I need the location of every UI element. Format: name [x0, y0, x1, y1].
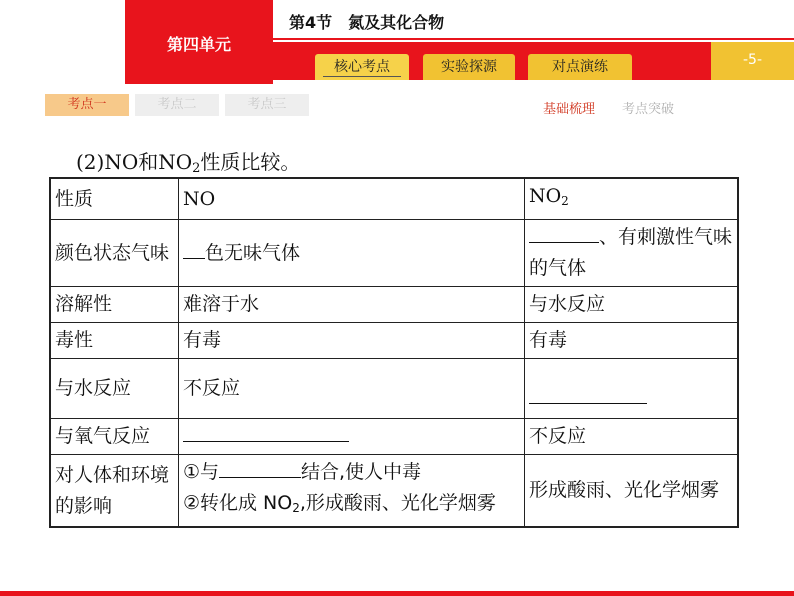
section-bar: [273, 0, 794, 40]
table-row-water: [50, 359, 738, 419]
cell-no-color: [178, 220, 524, 287]
no-color-text: 色无味气体: [204, 241, 300, 264]
fill-blank[interactable]: [183, 422, 349, 442]
header-no2: [524, 178, 738, 220]
cell-no2-oxygen: 不反应: [524, 419, 738, 455]
impact-line2-prefix: ②转化成 NO: [182, 492, 293, 514]
header-left-margin: [0, 0, 125, 84]
row-label-oxygen: 与氧气反应: [50, 419, 178, 455]
cell-no2-water: [524, 359, 738, 419]
heading-suffix: 性质比较。: [200, 150, 301, 174]
tab-label: 实验探源: [441, 59, 497, 75]
cell-no2-toxicity: 有毒: [524, 323, 738, 359]
pill-point-3[interactable]: 考点三: [225, 94, 309, 116]
page-number: -5-: [742, 52, 762, 68]
impact-line2-subscript: 2: [292, 501, 300, 515]
no2-color-text: 、有刺激性气味的气体: [528, 226, 732, 279]
tab-experiment-source[interactable]: [423, 54, 515, 80]
fill-blank[interactable]: [529, 223, 599, 243]
table-row-toxicity: [50, 323, 738, 359]
section-title: 第4节 氮及其化合物: [289, 13, 445, 32]
fill-blank[interactable]: [183, 239, 205, 259]
heading-prefix: (2)NO和NO: [76, 150, 193, 174]
table-row-oxygen: [50, 419, 738, 455]
unit-title: 第四单元: [166, 35, 231, 54]
table-row-impact: [50, 455, 738, 528]
link-basic-review[interactable]: 基础梳理: [543, 102, 596, 117]
section-heading: [76, 146, 300, 176]
cell-no-water: 不反应: [178, 359, 524, 419]
row-label-water: 与水反应: [50, 359, 178, 419]
row-label-impact: 对人体和环境的影响: [50, 455, 178, 528]
impact-line-1: [183, 457, 520, 488]
impact-line2-suffix: ,形成酸雨、光化学烟雾: [299, 492, 496, 514]
impact-line-2: [183, 488, 520, 524]
fill-blank[interactable]: [529, 384, 647, 404]
no2-main: NO: [528, 185, 562, 207]
tab-label: 核心考点: [334, 59, 390, 75]
table-row-solubility: [50, 287, 738, 323]
table-row-color: [50, 220, 738, 287]
heading-subscript: 2: [192, 161, 201, 176]
cell-no2-solubility: 与水反应: [524, 287, 738, 323]
tab-core-points[interactable]: [315, 54, 409, 80]
fill-blank[interactable]: [219, 458, 301, 478]
cell-no-toxicity: 有毒: [178, 323, 524, 359]
active-tab-underline: [323, 76, 401, 77]
cell-no2-impact: 形成酸雨、光化学烟雾: [524, 455, 738, 528]
row-label-toxicity: 毒性: [50, 323, 178, 359]
row-label-solubility: 溶解性: [50, 287, 178, 323]
tab-practice[interactable]: [528, 54, 632, 80]
pill-point-2[interactable]: 考点二: [135, 94, 219, 116]
cell-no-oxygen: [178, 419, 524, 455]
pill-point-1[interactable]: 考点一: [45, 94, 129, 116]
no2-sub: 2: [561, 194, 569, 208]
bottom-rule: [0, 591, 794, 596]
unit-block: [125, 0, 273, 84]
impact-line1-prefix: ①与: [182, 461, 219, 483]
impact-line1-suffix: 结合,使人中毒: [300, 461, 422, 483]
header-property: 性质: [50, 178, 178, 220]
cell-no2-color: [524, 220, 738, 287]
cell-no-impact: [178, 455, 524, 528]
cell-no-solubility: 难溶于水: [178, 287, 524, 323]
header-no: NO: [178, 178, 524, 220]
comparison-table: [49, 177, 739, 528]
table-row-header: [50, 178, 738, 220]
tab-label: 对点演练: [552, 59, 608, 75]
row-label-color: 颜色状态气味: [50, 220, 178, 287]
page-number-box: [711, 42, 794, 80]
link-breakthrough[interactable]: 考点突破: [622, 102, 675, 117]
